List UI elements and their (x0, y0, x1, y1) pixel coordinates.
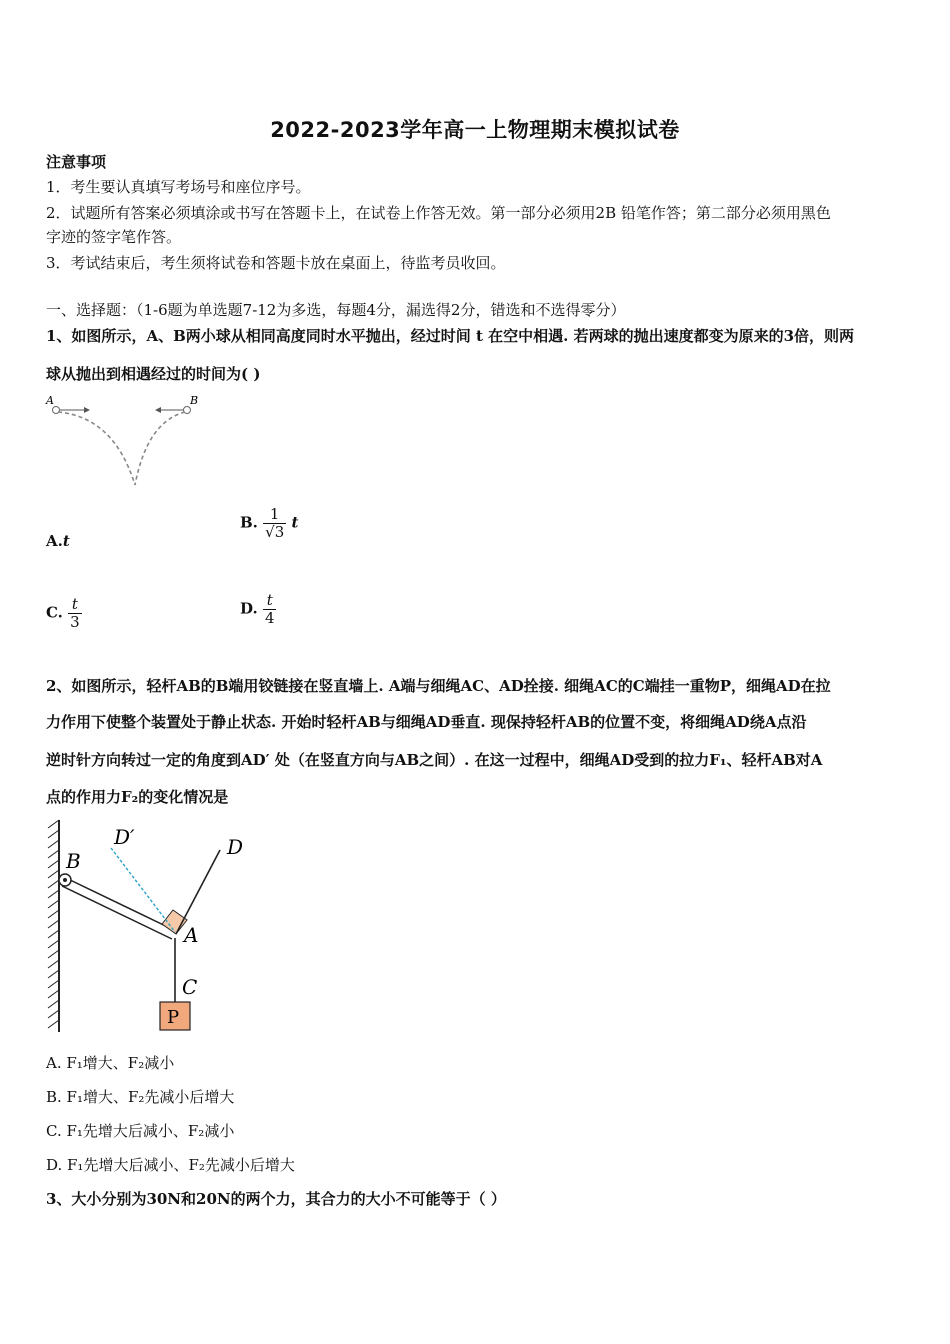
label-a: A (184, 923, 199, 947)
q2-stem-line4: 点的作用力F₂的变化情况是 (46, 788, 229, 806)
q1-option-b-t: t (291, 513, 299, 532)
q2-stem-line3: 逆时针方向转过一定的角度到AD′ 处（在竖直方向与AB之间）. 在这一过程中，细绳AD受到的拉力F₁、轻杆AB对A (46, 751, 823, 769)
q1-fig-label-a: A (46, 394, 54, 407)
q1-fig-label-b: B (190, 394, 199, 407)
q2-stem-line2: 力作用下使整个装置处于静止状态. 开始时轻杆AB与细绳AD垂直. 现保持轻杆AB的位置不变，将细绳AD绕A点沿 (46, 713, 807, 731)
label-b: B (66, 849, 81, 873)
q2-option-b[interactable]: B. F₁增大、F₂先减小后增大 (46, 1088, 235, 1106)
q2-option-d[interactable]: D. F₁先增大后减小、F₂先减小后增大 (46, 1156, 295, 1174)
label-c: C (182, 975, 198, 999)
notice-heading: 注意事项 (46, 153, 107, 171)
trajectory-b (135, 412, 185, 485)
notice-item-1: 1．考生要认真填写考场号和座位序号。 (46, 178, 311, 196)
arrow-a-head (84, 407, 90, 413)
q1-stem-line2: 球从抛出到相遇经过的时间为( ) (46, 365, 261, 383)
notice-item-2: 2．试题所有答案必须填涂或书写在答题卡上，在试卷上作答无效。第一部分必须用2B 铅笔作答；第二部分必须用黑色 (46, 204, 831, 222)
q1-option-b[interactable] (240, 506, 298, 541)
q1-stem-line1: 1、如图所示，A、B两小球从相同高度同时水平抛出，经过时间 t 在空中相遇. 若两球的抛出速度都变为原来的3倍，则两 (46, 327, 855, 345)
q1-option-b-den: √3 (265, 523, 285, 541)
q1-option-d-label: D. (240, 599, 258, 618)
arrow-b-head (155, 407, 161, 413)
q1-option-d-fraction (263, 592, 277, 627)
rope-ad (176, 850, 220, 934)
q3-stem: 3、大小分别为30N和20N的两个力，其合力的大小不可能等于（ ） (46, 1190, 506, 1208)
q2-option-c[interactable]: C. F₁先增大后减小、F₂减小 (46, 1122, 235, 1140)
q1-option-d[interactable] (240, 592, 276, 627)
q1-option-b-fraction (263, 506, 286, 541)
q2-stem-line1: 2、如图所示，轻杆AB的B端用铰链接在竖直墙上. A端与细绳AC、AD拴接. 细绳AC的C端挂一重物P，细绳AD在拉 (46, 677, 831, 695)
label-d-prime: D′ (114, 825, 135, 849)
q1-option-a[interactable] (46, 532, 70, 550)
q1-option-b-num: 1 (263, 506, 286, 524)
q1-option-c-label: C. (46, 603, 63, 622)
rod-ab-bottom (62, 886, 172, 939)
page-title: 2022-2023学年高一上物理期末模拟试卷 (270, 118, 680, 142)
wall-hatching (48, 820, 59, 1028)
q1-option-d-num: t (263, 592, 277, 610)
q1-option-b-label: B. (240, 513, 258, 532)
q1-option-a-value: t (62, 532, 70, 550)
hinge-b-center (63, 878, 67, 882)
notice-item-2-cont: 字迹的签字笔作答。 (46, 228, 182, 246)
section-heading: 一、选择题：（1-6题为单选题7-12为多选，每题4分，漏选得2分，错选和不选得零分） (46, 301, 626, 319)
q2-figure (40, 816, 270, 1038)
weight-p-label: P (167, 1007, 180, 1028)
q2-option-a[interactable]: A. F₁增大、F₂减小 (46, 1054, 175, 1072)
q1-option-d-den: 4 (264, 609, 275, 627)
q1-option-c-fraction (68, 596, 82, 631)
q1-option-c-num: t (68, 596, 82, 614)
q1-option-a-label: A. (46, 532, 63, 550)
label-d: D (227, 835, 244, 859)
rod-ab-top (66, 878, 176, 931)
q1-figure (44, 392, 214, 492)
trajectory-a (58, 412, 135, 485)
q1-option-c[interactable] (46, 596, 82, 631)
q1-option-c-den: 3 (70, 613, 80, 631)
notice-item-3: 3．考试结束后，考生须将试卷和答题卡放在桌面上，待监考员收回。 (46, 254, 506, 272)
